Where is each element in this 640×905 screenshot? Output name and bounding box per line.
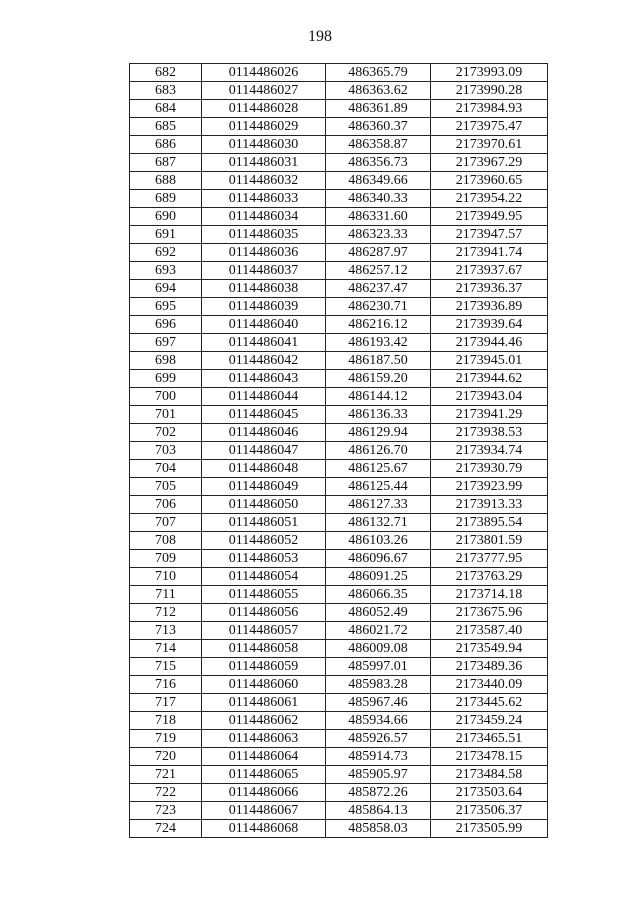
x-coordinate-cell: 485926.57 — [326, 730, 431, 748]
point-id-cell: 0114486037 — [202, 262, 326, 280]
x-coordinate-cell: 486125.67 — [326, 460, 431, 478]
y-coordinate-cell: 2173587.40 — [431, 622, 548, 640]
x-coordinate-cell: 485858.03 — [326, 820, 431, 838]
point-number-cell: 713 — [130, 622, 202, 640]
point-id-cell: 0114486026 — [202, 64, 326, 82]
table-row — [130, 118, 548, 136]
y-coordinate-cell: 2173714.18 — [431, 586, 548, 604]
table-row — [130, 478, 548, 496]
x-coordinate-cell: 486009.08 — [326, 640, 431, 658]
point-id-cell: 0114486046 — [202, 424, 326, 442]
y-coordinate-cell: 2173939.64 — [431, 316, 548, 334]
point-id-cell: 0114486039 — [202, 298, 326, 316]
table-row — [130, 820, 548, 838]
table-row — [130, 532, 548, 550]
point-number-cell: 693 — [130, 262, 202, 280]
point-id-cell: 0114486049 — [202, 478, 326, 496]
coordinates-table-container — [129, 63, 548, 838]
y-coordinate-cell: 2173941.74 — [431, 244, 548, 262]
y-coordinate-cell: 2173506.37 — [431, 802, 548, 820]
point-id-cell: 0114486065 — [202, 766, 326, 784]
y-coordinate-cell: 2173936.37 — [431, 280, 548, 298]
point-id-cell: 0114486041 — [202, 334, 326, 352]
table-row — [130, 244, 548, 262]
table-row — [130, 640, 548, 658]
point-id-cell: 0114486064 — [202, 748, 326, 766]
point-number-cell: 705 — [130, 478, 202, 496]
table-row — [130, 496, 548, 514]
table-row — [130, 514, 548, 532]
y-coordinate-cell: 2173947.57 — [431, 226, 548, 244]
point-id-cell: 0114486067 — [202, 802, 326, 820]
y-coordinate-cell: 2173505.99 — [431, 820, 548, 838]
table-row — [130, 334, 548, 352]
point-number-cell: 712 — [130, 604, 202, 622]
x-coordinate-cell: 486358.87 — [326, 136, 431, 154]
point-id-cell: 0114486066 — [202, 784, 326, 802]
y-coordinate-cell: 2173941.29 — [431, 406, 548, 424]
y-coordinate-cell: 2173990.28 — [431, 82, 548, 100]
y-coordinate-cell: 2173801.59 — [431, 532, 548, 550]
table-row — [130, 316, 548, 334]
y-coordinate-cell: 2173465.51 — [431, 730, 548, 748]
x-coordinate-cell: 485905.97 — [326, 766, 431, 784]
y-coordinate-cell: 2173484.58 — [431, 766, 548, 784]
x-coordinate-cell: 486216.12 — [326, 316, 431, 334]
x-coordinate-cell: 486331.60 — [326, 208, 431, 226]
point-number-cell: 718 — [130, 712, 202, 730]
x-coordinate-cell: 486193.42 — [326, 334, 431, 352]
x-coordinate-cell: 485983.28 — [326, 676, 431, 694]
table-row — [130, 136, 548, 154]
y-coordinate-cell: 2173975.47 — [431, 118, 548, 136]
table-row — [130, 604, 548, 622]
x-coordinate-cell: 486129.94 — [326, 424, 431, 442]
y-coordinate-cell: 2173944.62 — [431, 370, 548, 388]
point-id-cell: 0114486058 — [202, 640, 326, 658]
table-row — [130, 370, 548, 388]
x-coordinate-cell: 486361.89 — [326, 100, 431, 118]
point-number-cell: 707 — [130, 514, 202, 532]
point-id-cell: 0114486038 — [202, 280, 326, 298]
table-row — [130, 766, 548, 784]
point-number-cell: 716 — [130, 676, 202, 694]
table-row — [130, 190, 548, 208]
y-coordinate-cell: 2173923.99 — [431, 478, 548, 496]
x-coordinate-cell: 486132.71 — [326, 514, 431, 532]
point-id-cell: 0114486048 — [202, 460, 326, 478]
table-row — [130, 280, 548, 298]
y-coordinate-cell: 2173970.61 — [431, 136, 548, 154]
y-coordinate-cell: 2173944.46 — [431, 334, 548, 352]
y-coordinate-cell: 2173440.09 — [431, 676, 548, 694]
point-id-cell: 0114486052 — [202, 532, 326, 550]
y-coordinate-cell: 2173945.01 — [431, 352, 548, 370]
table-row — [130, 100, 548, 118]
y-coordinate-cell: 2173489.36 — [431, 658, 548, 676]
table-row — [130, 694, 548, 712]
table-row — [130, 208, 548, 226]
x-coordinate-cell: 485864.13 — [326, 802, 431, 820]
y-coordinate-cell: 2173984.93 — [431, 100, 548, 118]
table-row — [130, 442, 548, 460]
point-number-cell: 723 — [130, 802, 202, 820]
point-number-cell: 685 — [130, 118, 202, 136]
y-coordinate-cell: 2173938.53 — [431, 424, 548, 442]
point-number-cell: 695 — [130, 298, 202, 316]
x-coordinate-cell: 486257.12 — [326, 262, 431, 280]
point-id-cell: 0114486031 — [202, 154, 326, 172]
point-id-cell: 0114486057 — [202, 622, 326, 640]
point-number-cell: 709 — [130, 550, 202, 568]
x-coordinate-cell: 486021.72 — [326, 622, 431, 640]
point-id-cell: 0114486068 — [202, 820, 326, 838]
point-id-cell: 0114486043 — [202, 370, 326, 388]
y-coordinate-cell: 2173549.94 — [431, 640, 548, 658]
table-row — [130, 226, 548, 244]
point-number-cell: 708 — [130, 532, 202, 550]
x-coordinate-cell: 486159.20 — [326, 370, 431, 388]
table-row — [130, 568, 548, 586]
x-coordinate-cell: 485934.66 — [326, 712, 431, 730]
point-number-cell: 722 — [130, 784, 202, 802]
x-coordinate-cell: 486323.33 — [326, 226, 431, 244]
point-number-cell: 704 — [130, 460, 202, 478]
point-id-cell: 0114486062 — [202, 712, 326, 730]
table-row — [130, 262, 548, 280]
table-body — [130, 64, 548, 838]
point-id-cell: 0114486027 — [202, 82, 326, 100]
point-number-cell: 697 — [130, 334, 202, 352]
point-id-cell: 0114486034 — [202, 208, 326, 226]
point-number-cell: 703 — [130, 442, 202, 460]
point-id-cell: 0114486054 — [202, 568, 326, 586]
point-id-cell: 0114486059 — [202, 658, 326, 676]
table-row — [130, 784, 548, 802]
point-number-cell: 702 — [130, 424, 202, 442]
x-coordinate-cell: 486052.49 — [326, 604, 431, 622]
y-coordinate-cell: 2173763.29 — [431, 568, 548, 586]
x-coordinate-cell: 486356.73 — [326, 154, 431, 172]
x-coordinate-cell: 486144.12 — [326, 388, 431, 406]
x-coordinate-cell: 486066.35 — [326, 586, 431, 604]
page-number: 198 — [308, 28, 332, 45]
point-id-cell: 0114486061 — [202, 694, 326, 712]
point-id-cell: 0114486055 — [202, 586, 326, 604]
table-row — [130, 460, 548, 478]
y-coordinate-cell: 2173967.29 — [431, 154, 548, 172]
point-number-cell: 699 — [130, 370, 202, 388]
point-number-cell: 687 — [130, 154, 202, 172]
x-coordinate-cell: 486360.37 — [326, 118, 431, 136]
point-id-cell: 0114486045 — [202, 406, 326, 424]
x-coordinate-cell: 486363.62 — [326, 82, 431, 100]
point-id-cell: 0114486050 — [202, 496, 326, 514]
point-id-cell: 0114486042 — [202, 352, 326, 370]
table-row — [130, 586, 548, 604]
x-coordinate-cell: 486136.33 — [326, 406, 431, 424]
point-number-cell: 683 — [130, 82, 202, 100]
x-coordinate-cell: 486103.26 — [326, 532, 431, 550]
y-coordinate-cell: 2173913.33 — [431, 496, 548, 514]
y-coordinate-cell: 2173936.89 — [431, 298, 548, 316]
y-coordinate-cell: 2173478.15 — [431, 748, 548, 766]
point-number-cell: 700 — [130, 388, 202, 406]
point-number-cell: 701 — [130, 406, 202, 424]
point-id-cell: 0114486033 — [202, 190, 326, 208]
table-row — [130, 424, 548, 442]
point-number-cell: 689 — [130, 190, 202, 208]
y-coordinate-cell: 2173949.95 — [431, 208, 548, 226]
table-row — [130, 172, 548, 190]
x-coordinate-cell: 486187.50 — [326, 352, 431, 370]
point-number-cell: 686 — [130, 136, 202, 154]
table-row — [130, 802, 548, 820]
point-number-cell: 694 — [130, 280, 202, 298]
x-coordinate-cell: 486091.25 — [326, 568, 431, 586]
point-number-cell: 720 — [130, 748, 202, 766]
table-row — [130, 748, 548, 766]
x-coordinate-cell: 486126.70 — [326, 442, 431, 460]
y-coordinate-cell: 2173954.22 — [431, 190, 548, 208]
x-coordinate-cell: 486237.47 — [326, 280, 431, 298]
y-coordinate-cell: 2173937.67 — [431, 262, 548, 280]
point-number-cell: 698 — [130, 352, 202, 370]
point-id-cell: 0114486060 — [202, 676, 326, 694]
point-number-cell: 710 — [130, 568, 202, 586]
coordinates-table — [129, 63, 548, 838]
point-id-cell: 0114486056 — [202, 604, 326, 622]
point-number-cell: 724 — [130, 820, 202, 838]
point-number-cell: 696 — [130, 316, 202, 334]
x-coordinate-cell: 486287.97 — [326, 244, 431, 262]
x-coordinate-cell: 486349.66 — [326, 172, 431, 190]
point-id-cell: 0114486030 — [202, 136, 326, 154]
point-number-cell: 684 — [130, 100, 202, 118]
x-coordinate-cell: 486125.44 — [326, 478, 431, 496]
table-row — [130, 64, 548, 82]
table-row — [130, 352, 548, 370]
point-id-cell: 0114486036 — [202, 244, 326, 262]
point-id-cell: 0114486040 — [202, 316, 326, 334]
point-id-cell: 0114486063 — [202, 730, 326, 748]
y-coordinate-cell: 2173895.54 — [431, 514, 548, 532]
point-number-cell: 688 — [130, 172, 202, 190]
x-coordinate-cell: 486230.71 — [326, 298, 431, 316]
point-number-cell: 690 — [130, 208, 202, 226]
y-coordinate-cell: 2173445.62 — [431, 694, 548, 712]
x-coordinate-cell: 485997.01 — [326, 658, 431, 676]
y-coordinate-cell: 2173943.04 — [431, 388, 548, 406]
point-number-cell: 706 — [130, 496, 202, 514]
x-coordinate-cell: 486127.33 — [326, 496, 431, 514]
x-coordinate-cell: 486340.33 — [326, 190, 431, 208]
point-number-cell: 719 — [130, 730, 202, 748]
y-coordinate-cell: 2173960.65 — [431, 172, 548, 190]
y-coordinate-cell: 2173934.74 — [431, 442, 548, 460]
table-row — [130, 730, 548, 748]
point-number-cell: 691 — [130, 226, 202, 244]
point-id-cell: 0114486051 — [202, 514, 326, 532]
point-id-cell: 0114486053 — [202, 550, 326, 568]
x-coordinate-cell: 485967.46 — [326, 694, 431, 712]
point-id-cell: 0114486032 — [202, 172, 326, 190]
point-number-cell: 721 — [130, 766, 202, 784]
x-coordinate-cell: 486365.79 — [326, 64, 431, 82]
y-coordinate-cell: 2173930.79 — [431, 460, 548, 478]
point-id-cell: 0114486028 — [202, 100, 326, 118]
table-row — [130, 154, 548, 172]
table-row — [130, 406, 548, 424]
point-number-cell: 717 — [130, 694, 202, 712]
table-row — [130, 712, 548, 730]
point-number-cell: 682 — [130, 64, 202, 82]
point-id-cell: 0114486044 — [202, 388, 326, 406]
x-coordinate-cell: 485914.73 — [326, 748, 431, 766]
point-number-cell: 715 — [130, 658, 202, 676]
point-id-cell: 0114486047 — [202, 442, 326, 460]
table-row — [130, 82, 548, 100]
table-row — [130, 388, 548, 406]
x-coordinate-cell: 485872.26 — [326, 784, 431, 802]
point-number-cell: 692 — [130, 244, 202, 262]
y-coordinate-cell: 2173675.96 — [431, 604, 548, 622]
point-number-cell: 714 — [130, 640, 202, 658]
point-id-cell: 0114486035 — [202, 226, 326, 244]
y-coordinate-cell: 2173777.95 — [431, 550, 548, 568]
table-row — [130, 298, 548, 316]
table-row — [130, 676, 548, 694]
y-coordinate-cell: 2173993.09 — [431, 64, 548, 82]
point-id-cell: 0114486029 — [202, 118, 326, 136]
y-coordinate-cell: 2173503.64 — [431, 784, 548, 802]
y-coordinate-cell: 2173459.24 — [431, 712, 548, 730]
table-row — [130, 658, 548, 676]
table-row — [130, 550, 548, 568]
point-number-cell: 711 — [130, 586, 202, 604]
x-coordinate-cell: 486096.67 — [326, 550, 431, 568]
table-row — [130, 622, 548, 640]
